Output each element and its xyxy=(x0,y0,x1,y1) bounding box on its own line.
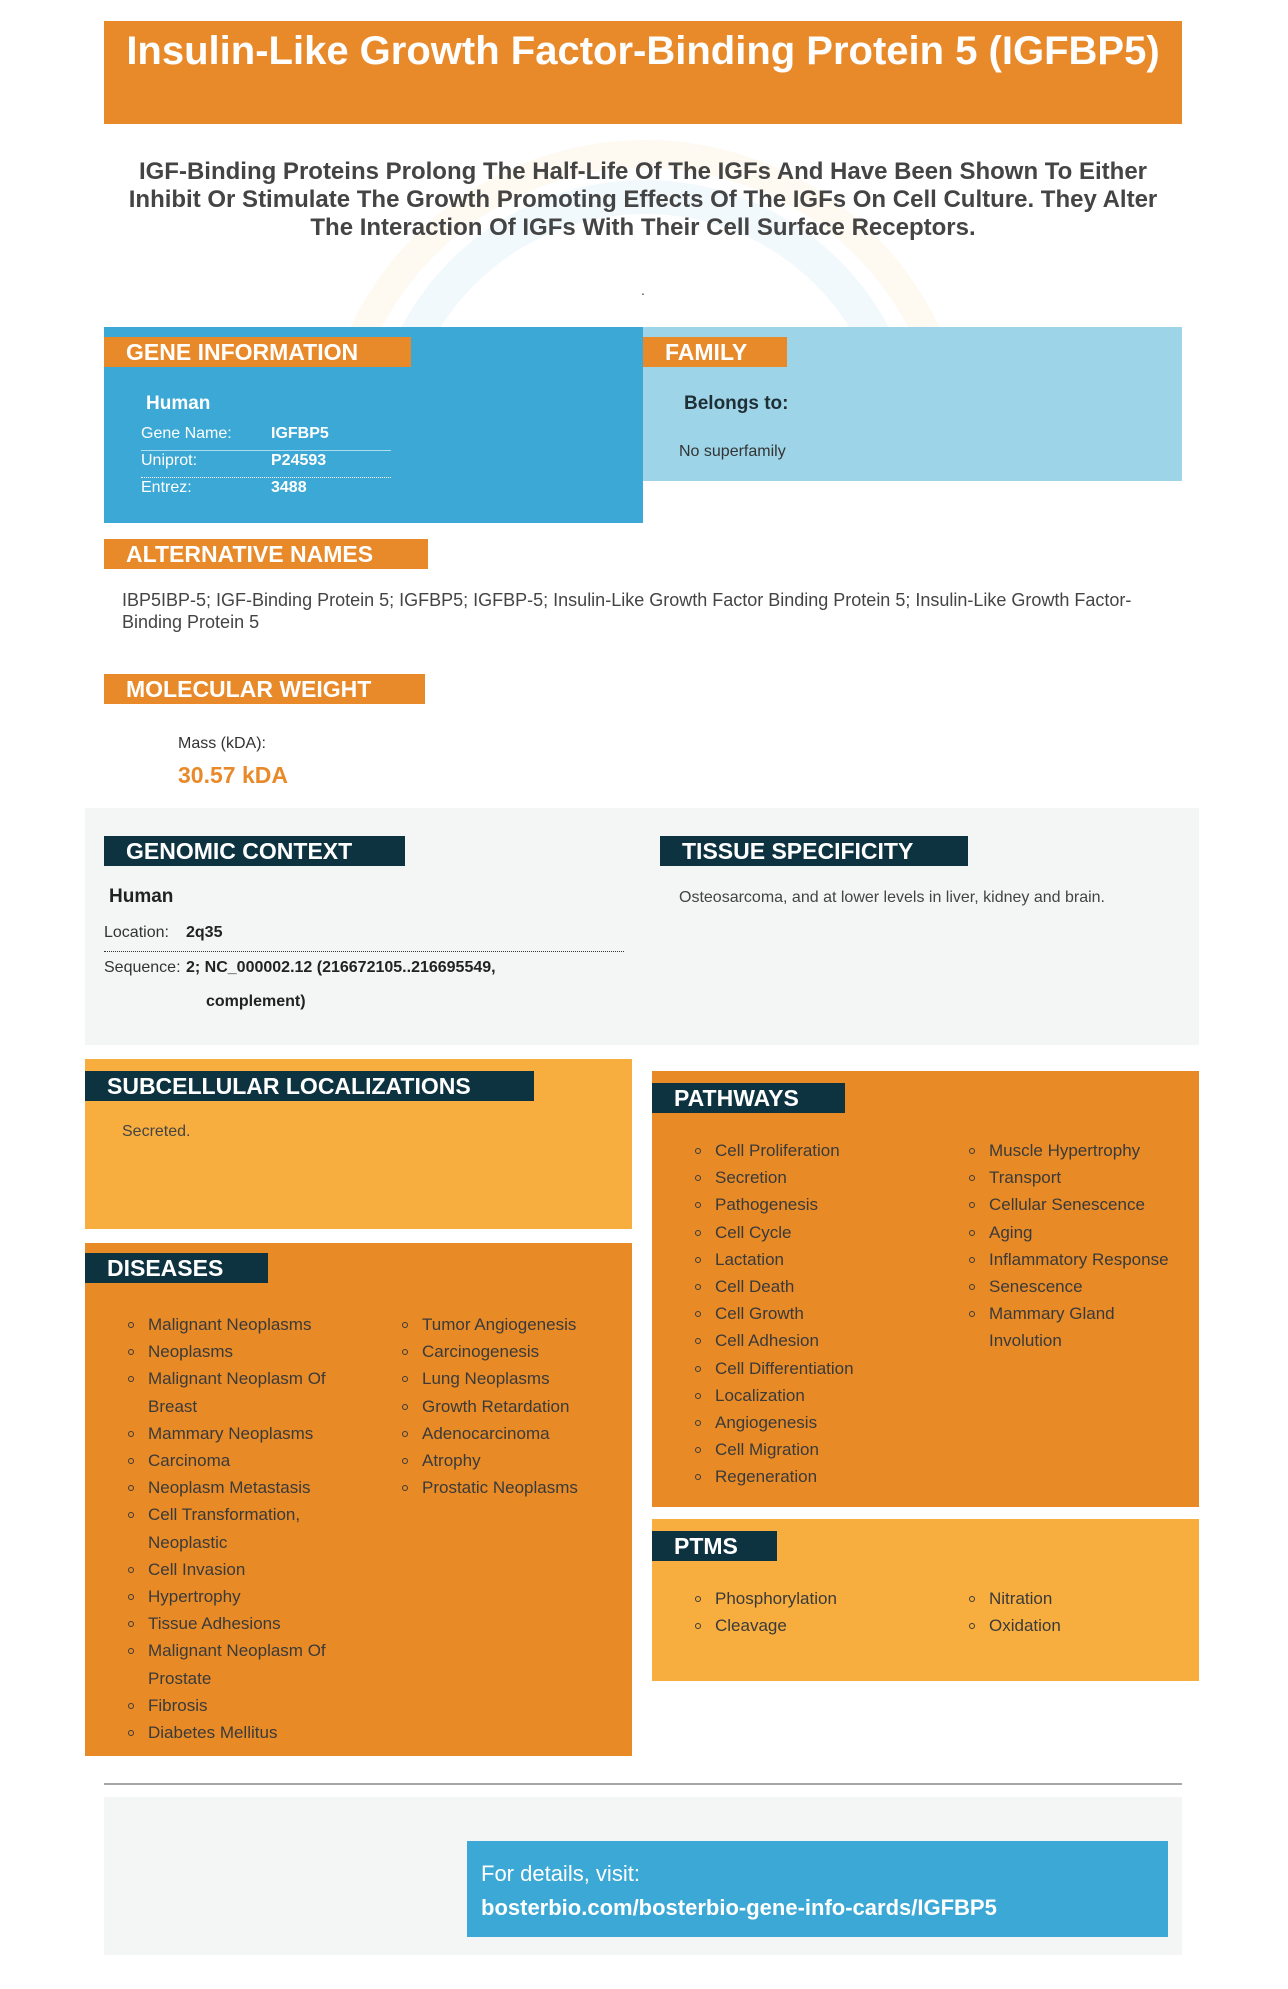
genomic-tissue-section xyxy=(85,808,1199,1045)
uniprot-row xyxy=(141,452,391,478)
genomic-context-heading: GENOMIC CONTEXT xyxy=(104,836,405,866)
list-item: Muscle Hypertrophy xyxy=(967,1137,1192,1164)
list-item: Senescence xyxy=(967,1273,1192,1300)
list-item: Malignant Neoplasms xyxy=(126,1311,351,1338)
list-item: Atrophy xyxy=(400,1447,625,1474)
list-item: Pathogenesis xyxy=(693,1191,943,1218)
list-item: Cell Adhesion xyxy=(693,1327,943,1354)
list-item: Carcinoma xyxy=(126,1447,351,1474)
list-item: Secretion xyxy=(693,1164,943,1191)
subcellular-text: Secreted. xyxy=(122,1123,191,1140)
list-item: Cell Proliferation xyxy=(693,1137,943,1164)
entrez-label: Entrez: xyxy=(141,479,192,496)
list-item: Cell Death xyxy=(693,1273,943,1300)
list-item: Phosphorylation xyxy=(693,1585,943,1612)
list-item: Nitration xyxy=(967,1585,1192,1612)
diseases-panel xyxy=(85,1243,632,1756)
list-item: Cell Transformation, Neoplastic xyxy=(126,1501,351,1555)
summary-note: . xyxy=(641,282,645,298)
list-item: Cell Differentiation xyxy=(693,1355,943,1382)
sequence-label: Sequence: xyxy=(104,959,181,976)
subcellular-heading: SUBCELLULAR LOCALIZATIONS xyxy=(85,1071,534,1101)
list-item: Cell Invasion xyxy=(126,1556,351,1583)
molecular-weight-heading: MOLECULAR WEIGHT xyxy=(104,674,425,704)
pathways-list-col1 xyxy=(693,1137,943,1491)
pathways-panel xyxy=(652,1071,1199,1507)
list-item: Cell Cycle xyxy=(693,1219,943,1246)
list-item: Cleavage xyxy=(693,1612,943,1639)
gene-information-panel xyxy=(104,327,643,523)
location-row xyxy=(104,924,624,952)
ptms-heading: PTMS xyxy=(652,1531,777,1561)
family-value: No superfamily xyxy=(679,443,786,460)
gene-name-label: Gene Name: xyxy=(141,425,232,442)
list-item: Aging xyxy=(967,1219,1192,1246)
list-item: Cell Growth xyxy=(693,1300,943,1327)
list-item: Prostatic Neoplasms xyxy=(400,1474,625,1501)
pathways-heading: PATHWAYS xyxy=(652,1083,845,1113)
protein-summary: IGF-Binding Proteins Prolong The Half-Life Of The IGFs And Have Been Shown To Either Inhibit Or Stimulate The Growth Promoting Effects Of The IGFs On Cell Culture. They Alter The Interaction Of IGFs With Their Cell Surface Receptors. xyxy=(128,158,1158,241)
list-item: Regeneration xyxy=(693,1463,943,1490)
mass-label: Mass (kDA): xyxy=(178,735,266,752)
list-item: Malignant Neoplasm Of Prostate xyxy=(126,1637,351,1691)
gene-name-row xyxy=(141,425,391,451)
list-item: Inflammatory Response xyxy=(967,1246,1192,1273)
list-item: Mammary Gland Involution xyxy=(967,1300,1147,1354)
entrez-value: 3488 xyxy=(271,479,307,496)
list-item: Cellular Senescence xyxy=(967,1191,1192,1218)
list-item: Cell Migration xyxy=(693,1436,943,1463)
uniprot-value: P24593 xyxy=(271,452,327,469)
mass-value: 30.57 kDA xyxy=(178,762,288,788)
list-item: Carcinogenesis xyxy=(400,1338,625,1365)
family-heading: FAMILY xyxy=(643,337,787,367)
genomic-organism: Human xyxy=(109,886,174,907)
list-item: Localization xyxy=(693,1382,943,1409)
details-label: For details, visit: xyxy=(481,1861,640,1886)
location-label: Location: xyxy=(104,924,169,941)
alternative-names-text: IBP5IBP-5; IGF-Binding Protein 5; IGFBP5; IGFBP-5; Insulin-Like Growth Factor Binding Protein 5; Insulin-Like Growth Factor-Binding Protein 5 xyxy=(122,590,1132,632)
ptms-list-col2 xyxy=(967,1585,1192,1639)
list-item: Diabetes Mellitus xyxy=(126,1719,351,1746)
list-item: Adenocarcinoma xyxy=(400,1420,625,1447)
tissue-specificity-heading: TISSUE SPECIFICITY xyxy=(660,836,968,866)
footer-divider xyxy=(104,1783,1182,1785)
gene-organism: Human xyxy=(146,393,211,414)
diseases-list-col1 xyxy=(126,1311,351,1746)
list-item: Mammary Neoplasms xyxy=(126,1420,351,1447)
location-value: 2q35 xyxy=(186,924,223,941)
family-belongs-label: Belongs to: xyxy=(684,393,789,414)
uniprot-label: Uniprot: xyxy=(141,452,198,469)
details-url-link[interactable]: bosterbio.com/bosterbio-gene-info-cards/IGFBP5 xyxy=(481,1895,997,1920)
list-item: Angiogenesis xyxy=(693,1409,943,1436)
entrez-row xyxy=(141,479,391,505)
subcellular-panel xyxy=(85,1059,632,1229)
page-title: Insulin-Like Growth Factor-Binding Protein 5 (IGFBP5) xyxy=(104,21,1182,124)
list-item: Hypertrophy xyxy=(126,1583,351,1610)
list-item: Neoplasm Metastasis xyxy=(126,1474,351,1501)
family-panel xyxy=(643,327,1182,481)
list-item: Fibrosis xyxy=(126,1692,351,1719)
list-item: Tissue Adhesions xyxy=(126,1610,351,1637)
alternative-names-heading: ALTERNATIVE NAMES xyxy=(104,539,428,569)
list-item: Tumor Angiogenesis xyxy=(400,1311,625,1338)
list-item: Transport xyxy=(967,1164,1192,1191)
list-item: Neoplasms xyxy=(126,1338,351,1365)
diseases-heading: DISEASES xyxy=(85,1253,268,1283)
gene-name-value: IGFBP5 xyxy=(271,425,329,442)
list-item: Malignant Neoplasm Of Breast xyxy=(126,1365,351,1419)
sequence-value-line2: complement) xyxy=(206,993,306,1010)
list-item: Growth Retardation xyxy=(400,1393,625,1420)
list-item: Lung Neoplasms xyxy=(400,1365,625,1392)
list-item: Lactation xyxy=(693,1246,943,1273)
diseases-list-col2 xyxy=(400,1311,625,1501)
details-link-box[interactable] xyxy=(467,1841,1168,1937)
ptms-panel xyxy=(652,1519,1199,1681)
sequence-value-line1: 2; NC_000002.12 (216672105..216695549, xyxy=(186,959,496,976)
gene-information-heading: GENE INFORMATION xyxy=(104,337,411,367)
ptms-list-col1 xyxy=(693,1585,943,1639)
pathways-list-col2 xyxy=(967,1137,1192,1355)
list-item: Oxidation xyxy=(967,1612,1192,1639)
tissue-specificity-text: Osteosarcoma, and at lower levels in liver, kidney and brain. xyxy=(679,889,1105,906)
